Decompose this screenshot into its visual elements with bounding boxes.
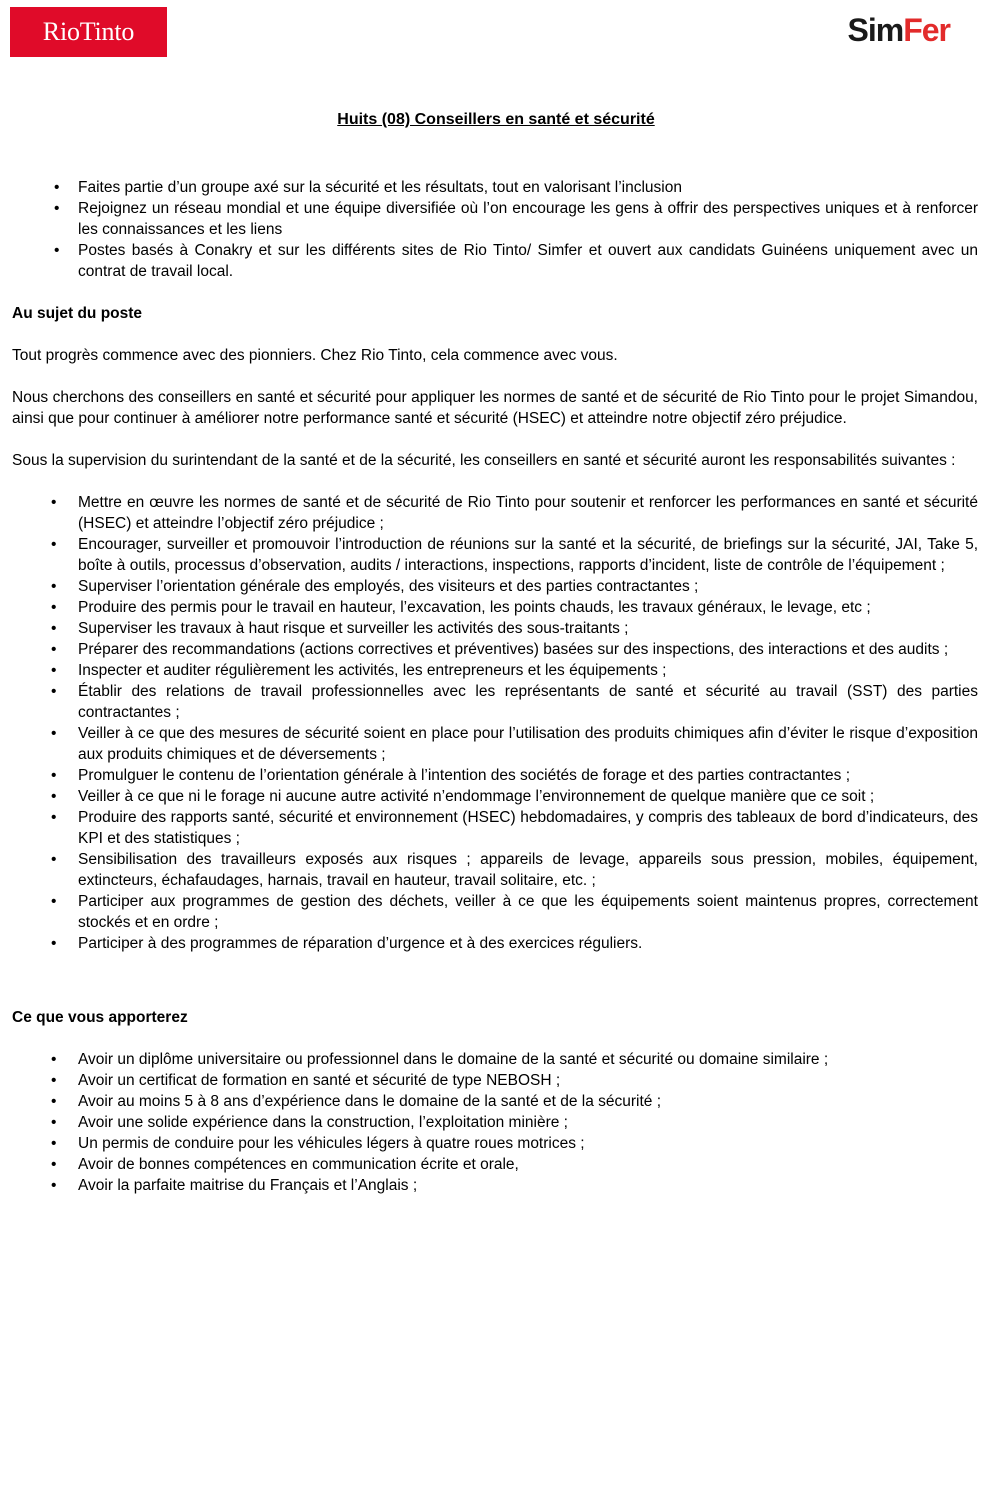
responsibility-text: • Superviser les travaux à haut risque et surveiller les activités des sous-traitants ; bbox=[78, 619, 629, 637]
list-item bbox=[12, 1133, 978, 1154]
responsibility-text: • Promulguer le contenu de l’orientation générale à l’intention des sociétés de forage et des parties contractantes ; bbox=[78, 766, 851, 784]
list-item bbox=[12, 933, 978, 954]
list-item bbox=[12, 765, 978, 786]
intro-bullet-text: • Postes basés à Conakry et sur les différents sites de Rio Tinto/ Simfer et ouvert aux candidats Guinéens uniquement avec un contrat de travail local. bbox=[78, 241, 978, 280]
list-item bbox=[12, 534, 978, 576]
intro-bullet-text: • Rejoignez un réseau mondial et une équipe diversifiée où l’on encourage les gens à offrir des perspectives uniques et à renforcer les connaissances et les liens bbox=[78, 199, 978, 238]
responsibility-text: • Encourager, surveiller et promouvoir l’introduction de réunions sur la santé et la sécurité, de briefings sur la sécurité, JAI, Take 5, boîte à outils, processus d’observation, audits / interactions, inspections, rapports d’incident, liste de contrôle de l’équipement ; bbox=[78, 535, 978, 574]
list-item bbox=[12, 1154, 978, 1175]
spacer bbox=[0, 986, 992, 1007]
page-title bbox=[0, 110, 992, 131]
intro-bullet-text: • Faites partie d’un groupe axé sur la sécurité et les résultats, tout en valorisant l’inclusion bbox=[78, 178, 682, 196]
list-item bbox=[12, 1049, 978, 1070]
simfer-logo-text-fer: Fer bbox=[903, 12, 950, 48]
list-item bbox=[12, 1091, 978, 1112]
responsibility-text: • Préparer des recommandations (actions correctives et préventives) basées sur des inspections, des interactions et des audits ; bbox=[78, 640, 949, 658]
list-item bbox=[12, 492, 978, 534]
about-heading: Au sujet du poste bbox=[12, 304, 143, 322]
page-title-text: Huits (08) Conseillers en santé et sécurité bbox=[337, 111, 655, 128]
requirement-text: • Avoir une solide expérience dans la construction, l’exploitation minière ; bbox=[78, 1113, 568, 1131]
spacer bbox=[0, 954, 992, 986]
list-item bbox=[12, 576, 978, 597]
list-item bbox=[12, 618, 978, 639]
about-paragraph-1: Tout progrès commence avec des pionniers. Chez Rio Tinto, cela commence avec vous. bbox=[12, 346, 618, 364]
requirement-text: • Avoir un diplôme universitaire ou professionnel dans le domaine de la santé et sécurité ou domaine similaire ; bbox=[78, 1050, 829, 1068]
spacer bbox=[12, 429, 978, 450]
spacer bbox=[0, 471, 992, 492]
intro-bullet-list bbox=[12, 177, 978, 282]
responsibilities-section bbox=[0, 492, 992, 954]
responsibility-text: • Produire des rapports santé, sécurité et environnement (HSEC) hebdomadaires, y compris des tableaux de bord d’indicateurs, des KPI et des statistiques ; bbox=[78, 808, 978, 847]
responsibility-text: • Participer aux programmes de gestion des déchets, veiller à ce que les équipements soient maintenus propres, correctement stockés et en ordre ; bbox=[78, 892, 978, 931]
about-paragraph-3: Sous la supervision du surintendant de la santé et de la sécurité, les conseillers en santé et sécurité auront les responsabilités suivantes : bbox=[12, 451, 956, 469]
requirement-text: • Avoir au moins 5 à 8 ans d’expérience dans le domaine de la santé et de la sécurité ; bbox=[78, 1092, 662, 1110]
responsibilities-bullet-list bbox=[12, 492, 978, 954]
responsibility-text: • Sensibilisation des travailleurs exposés aux risques ; appareils de levage, appareils sous pression, mobiles, équipement, extincteurs, échafaudages, harnais, travail en hauteur, travail solitaire, etc. ; bbox=[78, 850, 978, 889]
list-item bbox=[12, 807, 978, 849]
responsibility-text: • Superviser l’orientation générale des employés, des visiteurs et des parties contractantes ; bbox=[78, 577, 699, 595]
rio-tinto-logo bbox=[10, 7, 167, 57]
about-section bbox=[0, 303, 992, 471]
list-item bbox=[12, 1112, 978, 1133]
list-item bbox=[12, 1175, 978, 1196]
about-paragraph-2: Nous cherchons des conseillers en santé et sécurité pour appliquer les normes de santé et de sécurité de Rio Tinto pour le projet Simandou, ainsi que pour continuer à améliorer notre performance santé et sécurité (HSEC) et atteindre notre objectif zéro préjudice. bbox=[12, 388, 978, 427]
spacer bbox=[0, 282, 992, 303]
responsibility-text: • Veiller à ce que des mesures de sécurité soient en place pour l’utilisation des produits chimiques afin d’éviter le risque d’exposition aux produits chimiques et de déversements ; bbox=[78, 724, 978, 763]
responsibility-text: • Participer à des programmes de réparation d’urgence et à des exercices réguliers. bbox=[78, 934, 643, 952]
list-item bbox=[12, 240, 978, 282]
spacer bbox=[12, 366, 978, 387]
spacer bbox=[0, 131, 992, 177]
list-item bbox=[12, 849, 978, 891]
list-item bbox=[12, 660, 978, 681]
list-item bbox=[12, 1070, 978, 1091]
list-item bbox=[12, 597, 978, 618]
rio-tinto-logo-text: RioTinto bbox=[42, 17, 135, 46]
responsibility-text: • Produire des permis pour le travail en hauteur, l’excavation, les points chauds, les travaux généraux, le levage, etc ; bbox=[78, 598, 871, 616]
requirements-heading: Ce que vous apporterez bbox=[12, 1008, 188, 1026]
requirement-text: • Avoir de bonnes compétences en communication écrite et orale, bbox=[78, 1155, 519, 1173]
responsibility-text: • Inspecter et auditer régulièrement les activités, les entrepreneurs et les équipements ; bbox=[78, 661, 667, 679]
responsibility-text: • Établir des relations de travail professionnelles avec les représentants de santé et sécurité au travail (SST) des parties contractantes ; bbox=[78, 682, 978, 721]
intro-section bbox=[0, 177, 992, 282]
requirements-section bbox=[0, 1007, 992, 1196]
list-item bbox=[12, 723, 978, 765]
list-item bbox=[12, 177, 978, 198]
simfer-logo bbox=[848, 14, 950, 46]
document-header bbox=[0, 0, 992, 72]
list-item bbox=[12, 198, 978, 240]
requirements-bullet-list bbox=[12, 1049, 978, 1196]
simfer-logo-text-sim: Sim bbox=[847, 12, 904, 48]
requirement-text: • Avoir la parfaite maitrise du Français et l’Anglais ; bbox=[78, 1176, 418, 1194]
list-item bbox=[12, 639, 978, 660]
list-item bbox=[12, 891, 978, 933]
list-item bbox=[12, 681, 978, 723]
spacer bbox=[12, 324, 978, 345]
list-item bbox=[12, 786, 978, 807]
responsibility-text: • Mettre en œuvre les normes de santé et de sécurité de Rio Tinto pour soutenir et renforcer les performances en santé et sécurité (HSEC) et atteindre l’objectif zéro préjudice ; bbox=[78, 493, 978, 532]
responsibility-text: • Veiller à ce que ni le forage ni aucune autre activité n’endommage l’environnement de quelque manière que ce soit ; bbox=[78, 787, 875, 805]
requirement-text: • Avoir un certificat de formation en santé et sécurité de type NEBOSH ; bbox=[78, 1071, 561, 1089]
requirement-text: • Un permis de conduire pour les véhicules légers à quatre roues motrices ; bbox=[78, 1134, 585, 1152]
spacer bbox=[12, 1028, 978, 1049]
